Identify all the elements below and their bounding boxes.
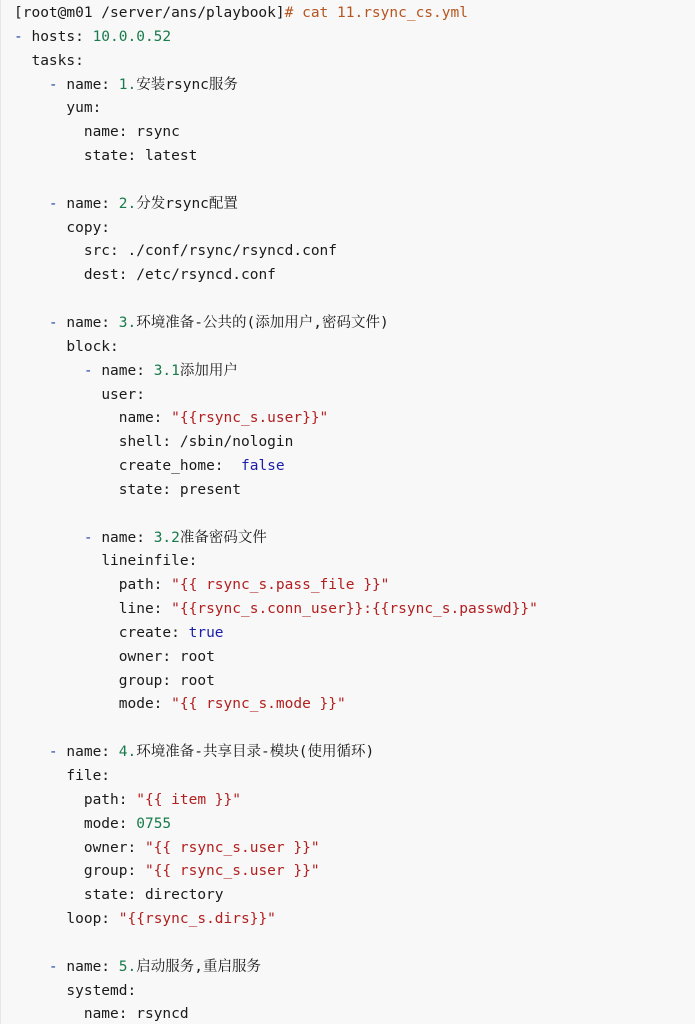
indent: [14, 530, 84, 546]
code-line: [14, 693, 695, 717]
yaml-key: state:: [83, 148, 145, 165]
yaml-key: create:: [118, 624, 189, 641]
yaml-value: "{{ rsync_s.user }}": [144, 863, 320, 880]
yaml-value: 5.: [118, 958, 137, 975]
indent: [14, 768, 66, 784]
indent: [14, 339, 66, 355]
code-line: [14, 479, 695, 503]
code-line: [14, 717, 695, 741]
yaml-value: directory: [144, 887, 224, 904]
code-line: [14, 288, 695, 312]
indent: [14, 410, 119, 426]
yaml-key: shell:: [118, 434, 180, 451]
yaml-key: hosts:: [31, 28, 93, 45]
yaml-key: mode:: [83, 815, 137, 832]
code-line: [14, 360, 695, 384]
indent: [14, 696, 119, 712]
code-line: [14, 598, 695, 622]
code-line: [14, 50, 695, 74]
yaml-key: loop:: [66, 911, 119, 928]
yaml-key: path:: [118, 577, 172, 594]
code-line: [14, 336, 695, 360]
yaml-key: name:: [66, 76, 119, 93]
yaml-key: state:: [83, 887, 145, 904]
indent: [14, 553, 101, 569]
yaml-key: block:: [66, 338, 119, 355]
shell-command: cat 11.rsync_cs.yml: [302, 5, 468, 21]
code-line: [14, 550, 695, 574]
code-line: [14, 765, 695, 789]
indent: [14, 196, 49, 212]
yaml-key: user:: [101, 386, 145, 403]
yaml-key: name:: [101, 529, 154, 546]
yaml-key: name:: [66, 314, 119, 331]
code-line: [14, 837, 695, 861]
code-line: [14, 527, 695, 551]
prompt-symbol: #: [284, 5, 303, 21]
indent: [14, 744, 49, 760]
task-title: 添加用户: [179, 362, 238, 379]
indent: [14, 625, 119, 641]
yaml-key: owner:: [118, 648, 180, 665]
yaml-code: [1, 0, 695, 1027]
shell-prompt: [root@m01 /server/ans/playbook]: [14, 5, 285, 21]
indent: [14, 816, 84, 832]
code-line: [14, 503, 695, 527]
yaml-key: name:: [118, 410, 172, 427]
yaml-value: present: [179, 481, 241, 498]
yaml-key: owner:: [83, 839, 145, 856]
yaml-key: lineinfile:: [101, 553, 198, 570]
yaml-key: name:: [66, 195, 119, 212]
yaml-value: /etc/rsyncd.conf: [136, 267, 276, 284]
code-line: [14, 431, 695, 455]
yaml-key: file:: [66, 768, 111, 784]
yaml-key: path:: [83, 791, 137, 808]
code-line: [14, 1003, 695, 1027]
indent: [14, 124, 84, 140]
code-line: [14, 455, 695, 479]
command-line: [14, 2, 695, 26]
indent: [14, 863, 84, 879]
yaml-value: /sbin/nologin: [179, 434, 294, 451]
yaml-key: systemd:: [66, 982, 137, 999]
yaml-key: create_home:: [118, 458, 241, 475]
yaml-key: dest:: [83, 267, 137, 284]
list-dash: -: [48, 314, 67, 331]
indent: [14, 482, 119, 498]
code-line: [14, 932, 695, 956]
code-line: [14, 622, 695, 646]
list-dash: -: [48, 195, 67, 212]
code-line: [14, 97, 695, 121]
indent: [14, 673, 119, 689]
yaml-value: root: [179, 648, 215, 665]
yaml-value: latest: [144, 148, 198, 165]
code-line: [14, 789, 695, 813]
indent: [14, 792, 84, 808]
yaml-value: 3.2: [153, 529, 180, 546]
yaml-value: rsyncd: [136, 1006, 189, 1023]
list-dash: -: [48, 76, 67, 93]
code-line: [14, 26, 695, 50]
yaml-value: "{{ rsync_s.pass_file }}": [171, 577, 390, 594]
yaml-value: "{{ item }}": [136, 791, 241, 808]
list-dash: -: [48, 744, 67, 761]
yaml-value: rsync: [136, 124, 180, 141]
yaml-value: false: [240, 458, 285, 475]
yaml-value: 2.: [118, 195, 137, 212]
indent: [14, 53, 31, 69]
code-line: [14, 884, 695, 908]
indent: [14, 434, 119, 450]
indent: [14, 267, 84, 283]
yaml-key: group:: [83, 863, 145, 880]
yaml-key: line:: [118, 601, 172, 618]
indent: [14, 458, 119, 474]
code-line: [14, 312, 695, 336]
code-lines: [14, 26, 695, 1027]
list-dash: -: [14, 28, 32, 45]
yaml-value: 1.: [118, 76, 137, 93]
code-line: [14, 860, 695, 884]
code-line: [14, 956, 695, 980]
yaml-value: 3.1: [153, 362, 180, 379]
task-title: 环境准备-公共的(添加用户,密码文件): [136, 314, 389, 331]
yaml-key: name:: [83, 1006, 137, 1023]
yaml-key: tasks:: [31, 52, 84, 69]
code-line: [14, 908, 695, 932]
code-line: [14, 145, 695, 169]
indent: [14, 387, 101, 403]
yaml-value: 3.: [118, 314, 137, 331]
indent: [14, 959, 49, 975]
task-title: 分发rsync配置: [136, 195, 238, 212]
list-dash: -: [83, 362, 102, 379]
yaml-value: "{{ rsync_s.mode }}": [171, 696, 346, 713]
code-line: [14, 217, 695, 241]
yaml-value: "{{rsync_s.conn_user}}:{{rsync_s.passwd}}": [171, 601, 538, 618]
task-title: 安装rsync服务: [136, 76, 238, 93]
yaml-value: 10.0.0.52: [92, 28, 172, 45]
yaml-key: name:: [66, 958, 119, 975]
code-line: [14, 169, 695, 193]
code-line: [14, 980, 695, 1004]
code-line: [14, 264, 695, 288]
yaml-value: 4.: [118, 744, 137, 761]
indent: [14, 243, 84, 259]
yaml-key: name:: [83, 124, 137, 141]
indent: [14, 77, 49, 93]
code-line: [14, 121, 695, 145]
indent: [14, 363, 84, 379]
task-title: 准备密码文件: [179, 529, 267, 546]
code-line: [14, 407, 695, 431]
task-title: 启动服务,重启服务: [136, 958, 261, 975]
list-dash: -: [83, 529, 102, 546]
code-line: [14, 646, 695, 670]
indent: [14, 649, 119, 665]
code-line: [14, 670, 695, 694]
yaml-key: mode:: [118, 696, 172, 713]
yaml-value: "{{rsync_s.dirs}}": [118, 911, 276, 928]
indent: [14, 887, 84, 903]
yaml-value: ./conf/rsync/rsyncd.conf: [127, 243, 338, 260]
code-line: [14, 574, 695, 598]
code-line: [14, 193, 695, 217]
yaml-key: copy:: [66, 219, 111, 236]
indent: [14, 220, 66, 236]
yaml-value: 0755: [136, 815, 172, 832]
code-line: [14, 741, 695, 765]
yaml-key: src:: [83, 243, 128, 260]
indent: [14, 1006, 84, 1022]
code-line: [14, 74, 695, 98]
yaml-key: group:: [118, 672, 180, 689]
yaml-key: state:: [118, 481, 180, 498]
indent: [14, 840, 84, 856]
code-line: [14, 240, 695, 264]
task-title: 环境准备-共享目录-模块(使用循环): [136, 744, 375, 761]
code-line: [14, 384, 695, 408]
list-dash: -: [48, 958, 67, 975]
yaml-value: "{{ rsync_s.user }}": [144, 839, 320, 856]
yaml-key: name:: [101, 362, 154, 379]
yaml-value: "{{rsync_s.user}}": [171, 410, 329, 427]
yaml-key: yum:: [66, 100, 102, 117]
indent: [14, 100, 66, 116]
indent: [14, 601, 119, 617]
yaml-key: name:: [66, 744, 119, 761]
indent: [14, 911, 66, 927]
yaml-value: true: [188, 624, 224, 641]
code-line: [14, 813, 695, 837]
indent: [14, 148, 84, 164]
yaml-value: root: [179, 672, 215, 689]
indent: [14, 983, 66, 999]
indent: [14, 315, 49, 331]
indent: [14, 577, 119, 593]
